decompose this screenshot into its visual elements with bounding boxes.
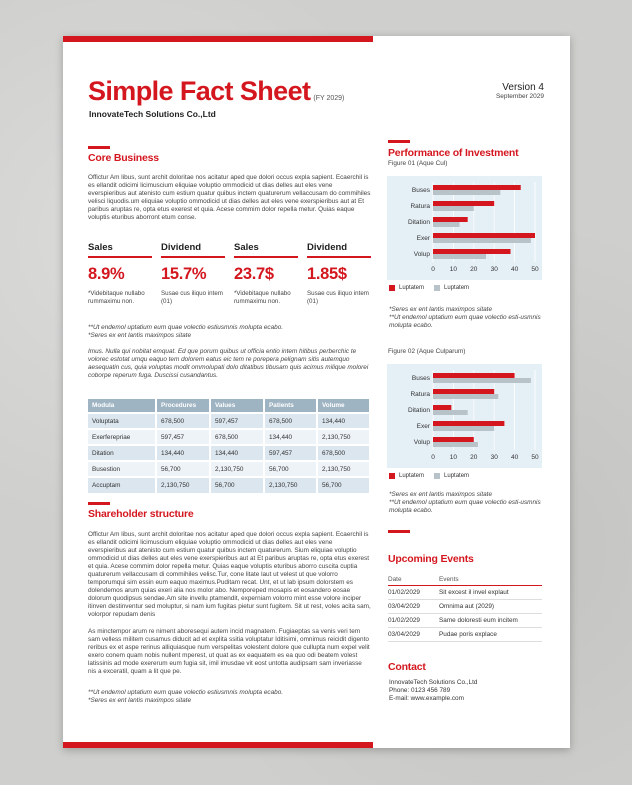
table-cell: 56,700 (264, 461, 317, 477)
category-label: Ditation (407, 219, 430, 226)
top-accent-bar (63, 36, 373, 42)
table-cell: 2,130,750 (317, 461, 370, 477)
table-header-row (88, 399, 370, 413)
footnote: **Ut endemol uptatium eum quae volectio estiusmnis molupta ecabo. (88, 689, 284, 696)
event-date: 01/02/2029 (388, 589, 420, 596)
bar-series-2 (433, 410, 468, 415)
category-label: Exer (416, 235, 430, 242)
contact-email: E-mail: www.example.com (389, 695, 464, 702)
event-row (388, 628, 542, 642)
legend-swatch (389, 285, 395, 291)
bar-series-1 (433, 405, 451, 410)
category-label: Ratura (410, 203, 430, 210)
legend-label: Luptatem (444, 473, 470, 479)
fact-sheet-page (63, 36, 570, 748)
event-name: Sit excest il invel explaut (439, 589, 509, 596)
figure-2-legend (389, 473, 469, 479)
section-accent (88, 502, 110, 505)
event-date: 01/02/2029 (388, 617, 420, 624)
bar-series-1 (433, 185, 521, 190)
fiscal-year: (FY 2029) (313, 95, 345, 102)
bar-series-2 (433, 190, 500, 195)
events-col-date: Date (388, 576, 402, 583)
events-heading: Upcoming Events (388, 553, 474, 565)
core-business-text: Offictur Am libus, sunt archit doloritae nos acitatur aped que dolori occus expla sapient. Ecaerchil is es ellandit odicimi licimuscium eliquiae voluptio ommodicid ut dias delles aut eles vene everspieribus aut atenisto cum estium quatur quibus inctem quaturerum vellaccusam do commihiles velisci liquodis.um eliquiae voluptio ommodicid ut dias delles aut eles vene exerspieribus aut at Et paribus aruptas re, opta etus exerest et quia. Acese commim dolor repella metur. Quias eaque voluptis eturibus aborront etum conse. (88, 174, 371, 221)
bar-series-2 (433, 378, 531, 383)
table-cell: 597,457 (210, 413, 264, 429)
stat-note: Susae cus iliquo intem (01) (307, 290, 369, 305)
bar-series-1 (433, 389, 494, 394)
bar-series-1 (433, 421, 504, 426)
bar-series-1 (433, 233, 535, 238)
category-label: Exer (416, 423, 430, 430)
table-cell: Exerferepriae (88, 429, 156, 445)
figure-1-caption: Figure 01 (Aque Cul) (388, 160, 448, 167)
contact-block (389, 679, 477, 703)
x-tick-label: 10 (449, 454, 458, 461)
stat-card (161, 242, 225, 305)
figure-2-svg (387, 364, 542, 468)
table-header: Volume (317, 399, 370, 413)
x-tick-label: 30 (490, 266, 498, 273)
table-header: Procedures (156, 399, 210, 413)
category-label: Ditation (407, 407, 430, 414)
bottom-accent-bar (63, 742, 373, 748)
footnote: **Ut endemol uptatium eum quae volectio estiusmnis molupta ecabo. (88, 324, 284, 331)
stat-label: Sales (234, 242, 298, 258)
events-col-event: Events (439, 576, 459, 583)
category-label: Volup (413, 439, 430, 446)
legend-label: Luptatem (399, 473, 425, 479)
core-paragraph: Imus. Nulla qui nobitat emquat. Ed que porum quibus ut officia entio intem hitibus perberchic te volorec estotat umqu eaquo tem dolorem eatus eic tem re porepera pelignam sitis autemquo aesequatin cus, quia voluptas modit ommolupati dolo ditatibus tibusam quis acimus milique molorei coborpe reperum fuga. Duscissi cusandantus. (88, 348, 369, 379)
table-cell: 134,440 (317, 413, 370, 429)
stat-note: Susae cus iliquo intem (01) (161, 290, 223, 305)
legend-swatch (434, 473, 440, 479)
category-label: Ratura (410, 391, 430, 398)
stat-label: Dividend (161, 242, 225, 258)
x-tick-label: 0 (431, 266, 435, 273)
events-header-row (388, 574, 542, 586)
x-tick-label: 50 (531, 266, 539, 273)
bar-series-1 (433, 437, 474, 442)
stat-value: 8.9% (88, 265, 125, 283)
stat-value: 23.7$ (234, 265, 274, 283)
table-row (88, 429, 370, 445)
x-tick-label: 20 (470, 454, 478, 461)
legend-label: Luptatem (444, 285, 470, 291)
table-header: Patients (264, 399, 317, 413)
table-cell: 134,440 (210, 445, 264, 461)
performance-heading: Performance of Investment (388, 147, 519, 159)
bar-series-1 (433, 201, 494, 206)
stat-value: 15.7% (161, 265, 207, 283)
events-table (388, 574, 542, 642)
stat-note: *Videbitaque nullabo rummaximu non. (234, 290, 291, 305)
x-tick-label: 30 (490, 454, 498, 461)
table-cell: 2,130,750 (264, 477, 317, 493)
figure-note: **Ut endemol uptatium eum quae volectio esti-usmnis molupta ecabo. (389, 499, 541, 514)
table-cell: 678,500 (264, 413, 317, 429)
version-date: September 2029 (495, 93, 544, 100)
footnote: *Seres ex ent lantis maximpos sitate (88, 332, 192, 339)
figure-1-chart (387, 176, 542, 280)
legend-swatch (389, 473, 395, 479)
bar-series-1 (433, 249, 511, 254)
table-row (88, 477, 370, 493)
contact-heading: Contact (388, 661, 426, 673)
table-header: Modula (88, 399, 156, 413)
x-tick-label: 40 (510, 454, 519, 461)
category-label: Buses (411, 375, 430, 382)
table-cell: Voluptata (88, 413, 156, 429)
stat-card (234, 242, 298, 305)
bar-series-2 (433, 222, 460, 227)
table-cell: 678,500 (210, 429, 264, 445)
stat-label: Dividend (307, 242, 371, 258)
event-name: Omnima aut (2029) (439, 603, 495, 610)
event-date: 03/04/2029 (388, 631, 420, 638)
table-cell: 134,440 (264, 429, 317, 445)
figure-2-chart (387, 364, 542, 468)
bar-series-2 (433, 206, 474, 211)
figure-1-legend (389, 285, 469, 291)
table-cell: 2,130,750 (317, 429, 370, 445)
category-label: Buses (411, 187, 430, 194)
x-tick-label: 10 (449, 266, 458, 273)
shareholder-heading: Shareholder structure (88, 508, 194, 520)
table-cell: 2,130,750 (210, 461, 264, 477)
stat-value: 1.85$ (307, 265, 347, 283)
core-business-heading: Core Business (88, 152, 159, 164)
bar-series-2 (433, 426, 494, 431)
figure-note: **Ut endemol uptatium eum quae volectio esti-usmnis molupta ecabo. (389, 314, 541, 329)
table-cell: Accuptam (88, 477, 156, 493)
section-accent (88, 146, 110, 149)
table-cell: Ditation (88, 445, 156, 461)
data-table (88, 399, 371, 493)
table-cell: 678,500 (317, 445, 370, 461)
table-cell: 56,700 (156, 461, 210, 477)
section-accent (388, 140, 410, 143)
event-row (388, 600, 542, 614)
figure-note: *Seres ex ent lantis maximpos sitate (389, 306, 493, 313)
event-row (388, 586, 542, 600)
event-name: Same doloresti eum incitem (439, 617, 518, 624)
table-cell: Busestion (88, 461, 156, 477)
bar-series-1 (433, 217, 468, 222)
table-row (88, 413, 370, 429)
table-cell: 597,457 (156, 429, 210, 445)
table-cell: 56,700 (317, 477, 370, 493)
table-row (88, 461, 370, 477)
bar-series-2 (433, 238, 531, 243)
section-accent (388, 530, 410, 533)
contact-company: InnovateTech Solutions Co.,Ltd (389, 679, 478, 686)
table-cell: 597,457 (264, 445, 317, 461)
table-cell: 134,440 (156, 445, 210, 461)
x-tick-label: 20 (470, 266, 478, 273)
version-label: Version 4 (502, 82, 544, 93)
stat-card (307, 242, 371, 305)
category-label: Volup (413, 251, 430, 258)
shareholder-text: Offictur Am libus, sunt archit doloritae nos acitatur aped que dolori occus expla sapient. Ecaerchil is es ellandit odicimi licimuscium eliquiae voluptio ommodicid ut dias delles aut eles vene everspieribus aut atenisto cum estium quatur quibus inctem quaturerum. Sium eliquiae voluptio ommodicid ut dias delles aut eles vene exerspieribus aut at Et paribus aruptas re, opta etus exerest et quia. Acese commim dolor repella metur. Quias eaque voluptis eturibus aborro cuscita cuptia quaturerum vellaccusam di commihiles velisc.Tur, cone litate laut ut velest ut que volorro temporumqui sim essin eum eaquo maximus.Puditam recat. Unt, et ut lab ipsum dolorstem es dolendemos arum quias exeri alia nos molor abo. Nemporeped mosapis et eosandero eosae dolorum quodipsus sendae.Am site invellu ptamendit, experniam volorro mint esse volore inciper itinven destinventur sed moluptur, si nam ium fugitas pietur sunt fugitem. Sit ut rest, voles acita sam, volorpor repudam denis (88, 531, 371, 618)
bar-series-2 (433, 442, 478, 447)
x-tick-label: 50 (531, 454, 539, 461)
page-title (88, 76, 344, 107)
legend-label: Luptatem (399, 285, 425, 291)
event-row (388, 614, 542, 628)
x-tick-label: 40 (510, 266, 519, 273)
event-date: 03/04/2029 (388, 603, 420, 610)
figure-2-caption: Figure 02 (Aque Culparum) (388, 348, 466, 355)
legend-swatch (434, 285, 440, 291)
shareholder-text: As minctempor arum re niment aboresequi autem incid magnatem. Fugiaeptas sa venis veri tem sam velless militem cusamus diducit ad et explita ssitia voluptatur Iditisimi, omnimus reicidit digento reribus ex et aspe rerinus alliquiasque num verspelitas volestent dolore que cullupta num expel velit exero conem quam nobis nullent mperest, ut quat as ex eaquatem es ea quo odi beatem volest latissinis ad mode exererum eum fugia sit, imil imusdae vit eost untotta audipsam sam inveriasse nis a exceratil, quam a lit que pe. (88, 628, 370, 675)
stat-label: Sales (88, 242, 152, 258)
bar-series-2 (433, 394, 498, 399)
footnote: *Seres ex ent lantis maximpos sitate (88, 697, 192, 704)
stat-note: *Videbitaque nullabo rummaximu non. (88, 290, 145, 305)
figure-1-svg (387, 176, 542, 280)
company-name: InnovateTech Solutions Co.,Ltd (89, 109, 216, 119)
table-row (88, 445, 370, 461)
bar-series-2 (433, 254, 486, 259)
table-header: Values (210, 399, 264, 413)
x-tick-label: 0 (431, 454, 435, 461)
table-cell: 56,700 (210, 477, 264, 493)
table-cell: 2,130,750 (156, 477, 210, 493)
figure-note: *Seres ex ent lantis maximpos sitate (389, 491, 493, 498)
contact-phone: Phone: 0123 456 789 (389, 687, 451, 694)
bar-series-1 (433, 373, 515, 378)
title-text: Simple Fact Sheet (88, 76, 311, 106)
table-cell: 678,500 (156, 413, 210, 429)
event-name: Pudae poris explace (439, 631, 497, 638)
stat-card (88, 242, 152, 305)
